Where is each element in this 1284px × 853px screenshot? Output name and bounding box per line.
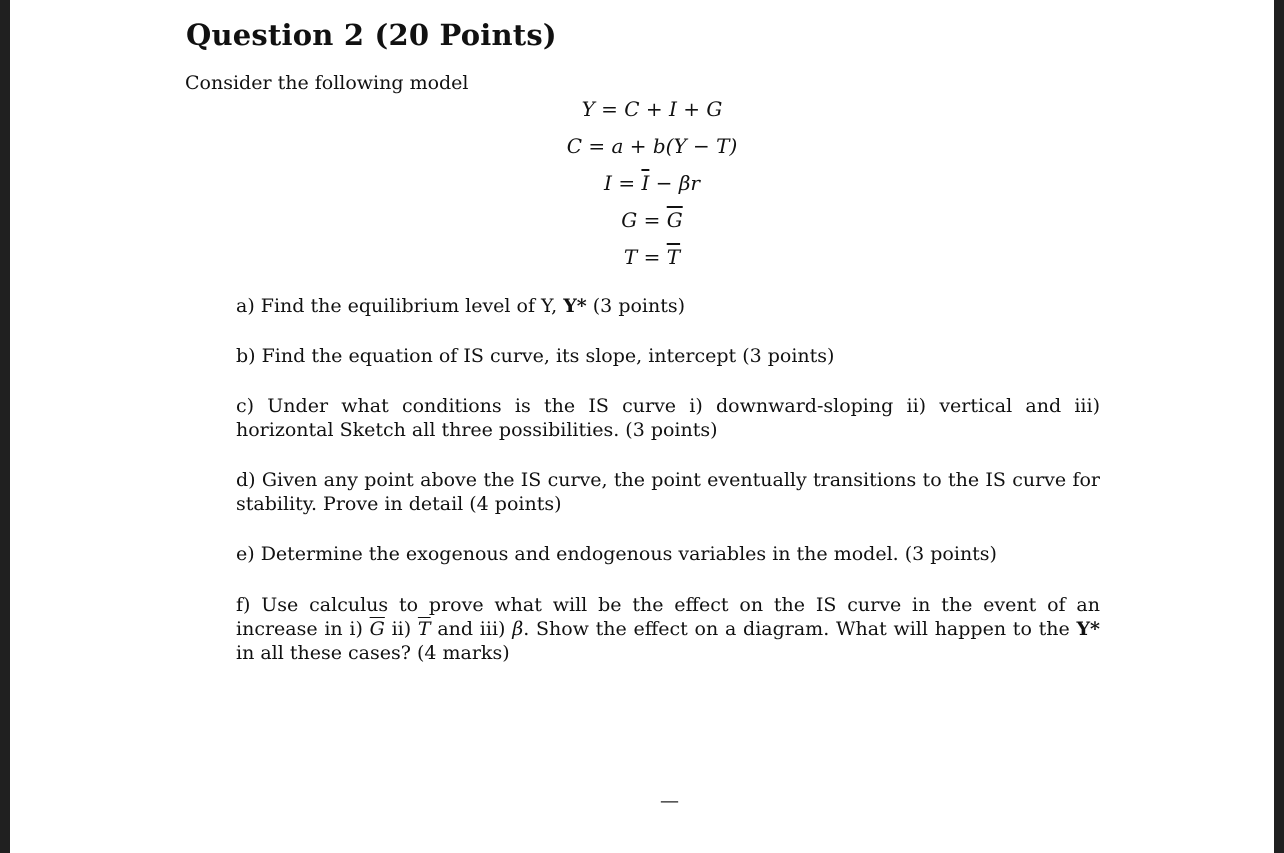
equation-3-equals: = xyxy=(618,171,642,195)
part-f-beta: β xyxy=(512,618,524,640)
equation-4 xyxy=(10,208,1274,232)
equation-2-lhs: C xyxy=(566,134,582,158)
part-c: c) Under what conditions is the IS curve i) downward-sloping ii) vertical and iii) horizontal Sketch all three possibilities. (3 points) xyxy=(236,395,1100,441)
document-page xyxy=(10,0,1274,853)
part-f-tbar: $\overline{T}$ xyxy=(417,618,431,640)
part-a xyxy=(236,294,1100,318)
equation-4-lhs: G xyxy=(621,208,638,232)
equation-2-rhs: = a + b(Y − T) xyxy=(588,134,738,158)
equation-3 xyxy=(10,171,1274,195)
equation-1-rhs: = C + I + G xyxy=(601,97,723,121)
equation-5-bar-term: $\overline{T}$ xyxy=(666,245,681,269)
part-f-text-5: in all these cases? (4 marks) xyxy=(236,642,510,664)
equation-1 xyxy=(10,97,1274,121)
part-f xyxy=(236,593,1100,665)
part-f-text-2: ii) xyxy=(384,618,418,640)
equation-3-tail: − βr xyxy=(649,171,700,195)
part-f-bold: Y* xyxy=(1076,618,1100,640)
equation-5-equals: = xyxy=(643,245,667,269)
equation-4-bar-term: $\overline{G}$ xyxy=(666,208,683,232)
equation-1-lhs: Y xyxy=(581,97,595,121)
equation-2 xyxy=(10,134,1274,158)
page-footer-dash: — xyxy=(660,790,679,812)
part-a-text: a) Find the equilibrium level of Y, xyxy=(236,295,564,317)
equation-5 xyxy=(10,245,1274,269)
part-d: d) Given any point above the IS curve, the point eventually transitions to the IS curve for stability. Prove in detail (4 points) xyxy=(236,469,1100,515)
intro-text: Consider the following model xyxy=(185,72,469,94)
part-f-gbar: $\overline{G}$ xyxy=(369,618,385,640)
part-e: e) Determine the exogenous and endogenous variables in the model. (3 points) xyxy=(236,543,997,565)
part-a-bold: Y* xyxy=(563,295,587,317)
part-f-text-1: f) Use calculus to prove what will be the effect on the IS curve in the event of an increase in i) xyxy=(236,594,1100,640)
part-b: b) Find the equation of IS curve, its slope, intercept (3 points) xyxy=(236,345,835,367)
part-f-text-4: . Show the effect on a diagram. What will happen to the xyxy=(523,618,1077,640)
part-a-suffix: (3 points) xyxy=(586,295,686,317)
question-title: Question 2 (20 Points) xyxy=(186,18,557,52)
equation-4-equals: = xyxy=(643,208,667,232)
equation-3-lhs: I xyxy=(604,171,612,195)
part-f-text-3: and iii) xyxy=(430,618,513,640)
equation-3-bar-term: $\overline{I}$ xyxy=(641,171,650,195)
equation-5-lhs: T xyxy=(623,245,638,269)
